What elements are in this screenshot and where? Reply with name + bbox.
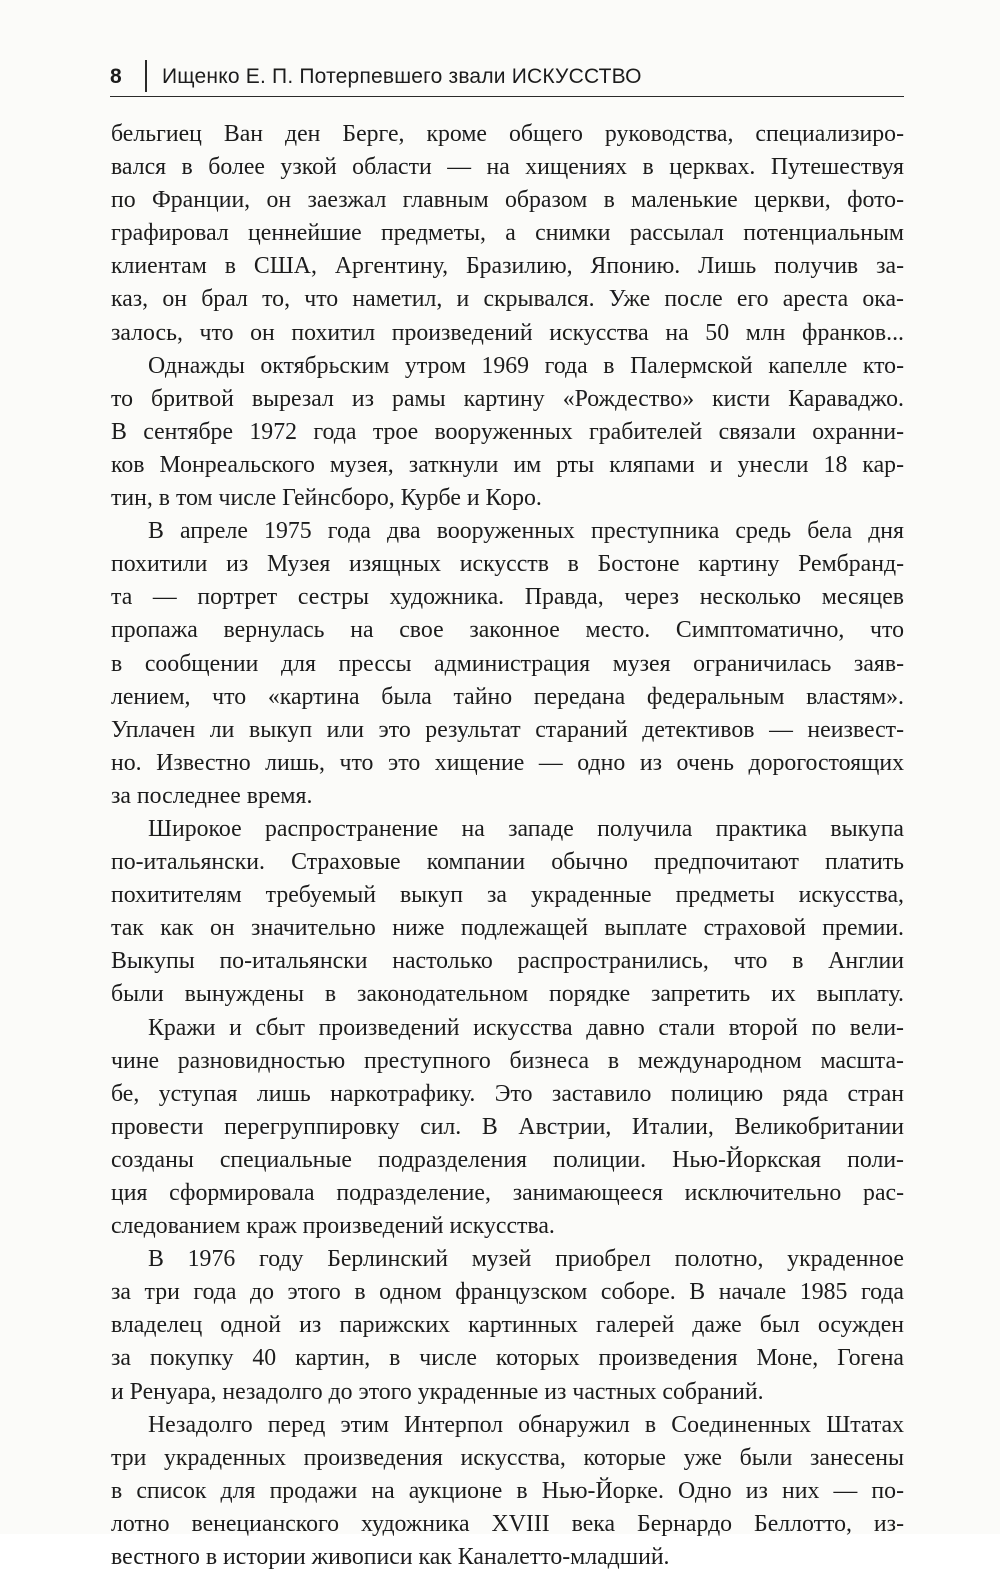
text-line: ция сформировала подразделение, занимающееся исключительно рас- — [111, 1180, 904, 1206]
paragraph — [111, 1243, 904, 1408]
text-line: лотно венецианского художника XVIII века Бернардо Беллотто, из- — [111, 1510, 904, 1537]
page-number: 8 — [110, 65, 122, 88]
text-line: похитителям требуемый выкуп за украденные предметы искусства, — [111, 882, 904, 909]
text-line: лением, что «картина была тайно передана федеральным властям». — [111, 683, 904, 710]
body-text — [111, 118, 904, 1574]
text-line: ков Монреальского музея, заткнули им рты кляпами и унесли 18 кар- — [111, 451, 904, 478]
text-line: в список для продажи на аукционе в Нью-Йорке. Одно из них — по- — [111, 1477, 904, 1504]
text-line: каз, он брал то, что наметил, и скрывался. Уже после его ареста ока- — [111, 286, 904, 313]
running-head — [110, 60, 904, 97]
text-line: то бритвой вырезал из рамы картину «Рождество» кисти Караваджо. — [111, 385, 904, 412]
text-line: В 1976 году Берлинский музей приобрел полотно, украденное — [148, 1246, 904, 1273]
text-line: в сообщении для прессы администрация музея ограничилась заяв- — [111, 650, 904, 677]
header-separator — [145, 60, 147, 92]
text-line: клиентам в США, Аргентину, Бразилию, Японию. Лишь получив за- — [111, 253, 904, 280]
text-line: вался в более узкой области — на хищениях в церквах. Путешествуя — [111, 154, 904, 181]
text-line: по-итальянски. Страховые компании обычно предпочитают платить — [111, 849, 904, 876]
paragraph — [111, 118, 904, 350]
text-line: Уплачен ли выкуп или это результат стараний детективов — неизвест- — [111, 716, 904, 743]
text-line: пропажа вернулась на свое законное место. Симптоматично, что — [111, 617, 904, 644]
text-line: чине разновидностью преступного бизнеса в международном масшта- — [111, 1047, 904, 1074]
text-line: бельгиец Ван ден Берге, кроме общего руководства, специализиро- — [111, 121, 904, 147]
text-line: тин, в том числе Гейнсборо, Курбе и Коро. — [111, 485, 542, 512]
text-line: были вынуждены в законодательном порядке запретить их выплату. — [111, 981, 904, 1008]
text-line: за покупку 40 картин, в числе которых произведения Моне, Гогена — [111, 1345, 904, 1372]
text-line: та — портрет сестры художника. Правда, через несколько месяцев — [111, 584, 904, 611]
running-title: Ищенко Е. П. Потерпевшего звали ИСКУССТВО — [162, 65, 642, 88]
text-line: похитили из Музея изящных искусств в Бостоне картину Рембранд- — [111, 551, 904, 578]
paragraph — [111, 1409, 904, 1574]
text-line: вестного в истории живописи как Каналетто-младший. — [111, 1544, 670, 1571]
text-line: так как он значительно ниже подлежащей выплате страховой премии. — [111, 915, 904, 942]
paragraph — [111, 515, 904, 813]
text-line: владелец одной из парижских картинных галерей даже был осужден — [111, 1312, 904, 1339]
text-line: провести перегруппировку сил. В Австрии, Италии, Великобритании — [111, 1113, 904, 1140]
text-line: Выкупы по-итальянски настолько распространились, что в Англии — [111, 948, 904, 975]
paragraph — [111, 813, 904, 1012]
text-line: Однажды октябрьским утром 1969 года в Палермской капелле кто- — [148, 352, 904, 379]
text-line: по Франции, он заезжал главным образом в маленькие церкви, фото- — [111, 187, 904, 214]
text-line: графировал ценнейшие предметы, а снимки рассылал потенциальным — [111, 220, 904, 247]
text-line: но. Известно лишь, что это хищение — одно из очень дорогостоящих — [111, 749, 904, 776]
text-line: за последнее время. — [111, 782, 313, 809]
text-line: и Ренуара, незадолго до этого украденные из частных собраний. — [111, 1378, 764, 1405]
text-line: три украденных произведения искусства, которые уже были занесены — [111, 1444, 904, 1471]
paragraph — [111, 350, 904, 515]
text-line: В сентябре 1972 года трое вооруженных грабителей связали охранни- — [111, 418, 904, 445]
text-line: Незадолго перед этим Интерпол обнаружил в Соединенных Штатах — [148, 1411, 904, 1438]
text-line: В апреле 1975 года два вооруженных преступника средь бела дня — [148, 518, 904, 545]
text-line: созданы специальные подразделения полиции. Нью-Йоркская поли- — [111, 1146, 904, 1173]
text-line: Кражи и сбыт произведений искусства давно стали второй по вели- — [148, 1014, 904, 1041]
text-line: следованием краж произведений искусства. — [111, 1213, 555, 1240]
text-line: залось, что он похитил произведений искусства на 50 млн франков... — [111, 319, 904, 346]
text-line: за три года до этого в одном французском соборе. В начале 1985 года — [111, 1279, 904, 1306]
text-line: бе, уступая лишь наркотрафику. Это заставило полицию ряда стран — [111, 1080, 904, 1107]
text-line: Широкое распространение на западе получила практика выкупа — [148, 815, 904, 842]
paragraph — [111, 1012, 904, 1244]
